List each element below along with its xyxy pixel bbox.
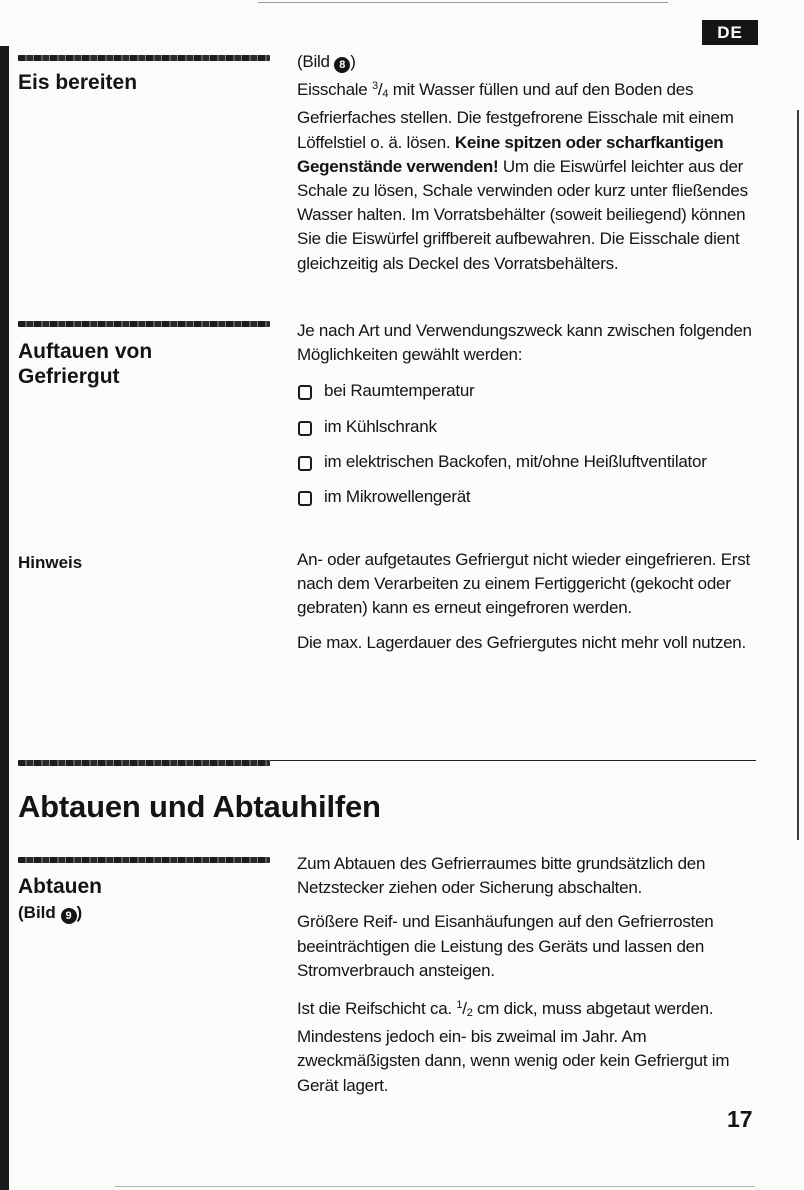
option-label: im Mikrowellengerät [324,487,471,507]
fraction-numerator: 3 [371,80,378,93]
option-label: bei Raumtemperatur [324,381,475,401]
paragraph-eis [297,50,759,276]
fraction-slash: / [377,80,383,100]
figure-8-icon: 8 [334,57,350,73]
list-item [297,450,759,474]
figure-ref-open: (Bild [18,903,61,922]
right-edge-line [797,110,799,840]
list-item [297,415,759,439]
text-eis-instructions: mit Wasser füllen und auf den Boden des Gefrierfaches stellen. Die festgefrorene Eisschale mit einem Löffelstiel o. ä. lösen. [297,80,734,152]
checkbox-bullet-icon [298,491,312,506]
abtauen-figure-ref [18,902,82,924]
section-rule-abtauen [18,857,270,863]
bottom-scan-line [115,1186,755,1187]
heading-auftauen-line2: Gefriergut [18,365,120,388]
top-scan-line [258,2,668,3]
warning-text: Keine spitzen oder scharfkantigen Gegenstände verwenden! [297,132,724,176]
chapter-rule-thick [18,760,270,766]
language-badge: DE [702,20,758,45]
page-number: 17 [727,1106,753,1132]
figure-ref-close: ) [76,903,83,922]
text-abtauen-frequency: cm dick, muss abgetaut werden. Mindestens jedoch ein- bis zweimal im Jahr. Am zweckmäßigsten dann, wenn wenig oder kein Gefriergut im Gerät lagert. [297,999,730,1095]
heading-auftauen [18,339,152,389]
checkbox-bullet-icon [298,385,312,400]
figure-ref-open: (Bild [297,52,335,71]
paragraph-auftauen-intro: Je nach Art und Verwendungszweck kann zwischen folgenden Möglichkeiten gewählt werden: [297,321,752,365]
body-abtauen [297,852,759,1108]
list-item [297,379,759,403]
section-rule-auftauen [18,321,270,327]
chapter-title: Abtauen und Abtauhilfen [18,789,381,824]
body-eis-bereiten [297,50,759,286]
checkbox-bullet-icon [298,456,312,471]
fraction-numerator: 1 [456,999,463,1012]
text-reifschicht: Ist die Reifschicht ca. [297,999,457,1019]
paragraph-abtauen-3 [297,993,759,1098]
option-label: im elektrischen Backofen, mit/ohne Heißluftventilator [324,451,707,471]
hinweis-label: Hinweis [18,553,83,572]
heading-abtauen: Abtauen [18,875,102,898]
paragraph-hinweis-1: An- oder aufgetautes Gefriergut nicht wieder eingefrieren. Erst nach dem Verarbeiten zu einem Fertiggericht (gekocht oder gebraten) kann es erneut eingefroren werden. [297,550,750,618]
figure-ref-close: ) [350,52,356,71]
fraction-denominator: 4 [382,88,389,101]
heading-eis-bereiten: Eis bereiten [18,71,138,94]
paragraph-abtauen-1: Zum Abtauen des Gefrierraumes bitte grundsätzlich den Netzstecker ziehen oder Sicherung abschalten. [297,854,706,898]
option-label: im Kühlschrank [324,416,437,436]
page-edge-bar [0,46,9,1190]
section-rule-eis [18,55,270,61]
text-eis-tips: Um die Eiswürfel leichter aus der Schale zu lösen, Schale verwinden oder kurz unter fließendes Wasser halten. Im Vorratsbehälter (soweit beiliegend) können Sie die Eiswürfel griffbereit aufbewahren. Die Eisschale dient gleichzeitig als Deckel des Vorratsbehälters. [297,156,748,273]
fraction-slash: / [462,999,467,1019]
heading-auftauen-line1: Auftauen von [18,340,153,363]
chapter-rule-thin [270,760,756,761]
paragraph-abtauen-2: Größere Reif- und Eisanhäufungen auf den Gefrierrosten beeinträchtigen die Leistung des Geräts und lassen den Stromverbrauch ansteigen. [297,912,714,980]
checkbox-bullet-icon [298,421,312,436]
figure-9-icon: 9 [61,908,77,924]
body-auftauen [297,319,759,520]
fraction-denominator: 2 [466,1007,473,1020]
paragraph-hinweis-2: Die max. Lagerdauer des Gefriergutes nicht mehr voll nutzen. [297,632,746,652]
thaw-options-list [297,379,759,509]
body-hinweis [297,548,759,665]
list-item [297,485,759,509]
text-eisschale: Eisschale [297,80,372,100]
